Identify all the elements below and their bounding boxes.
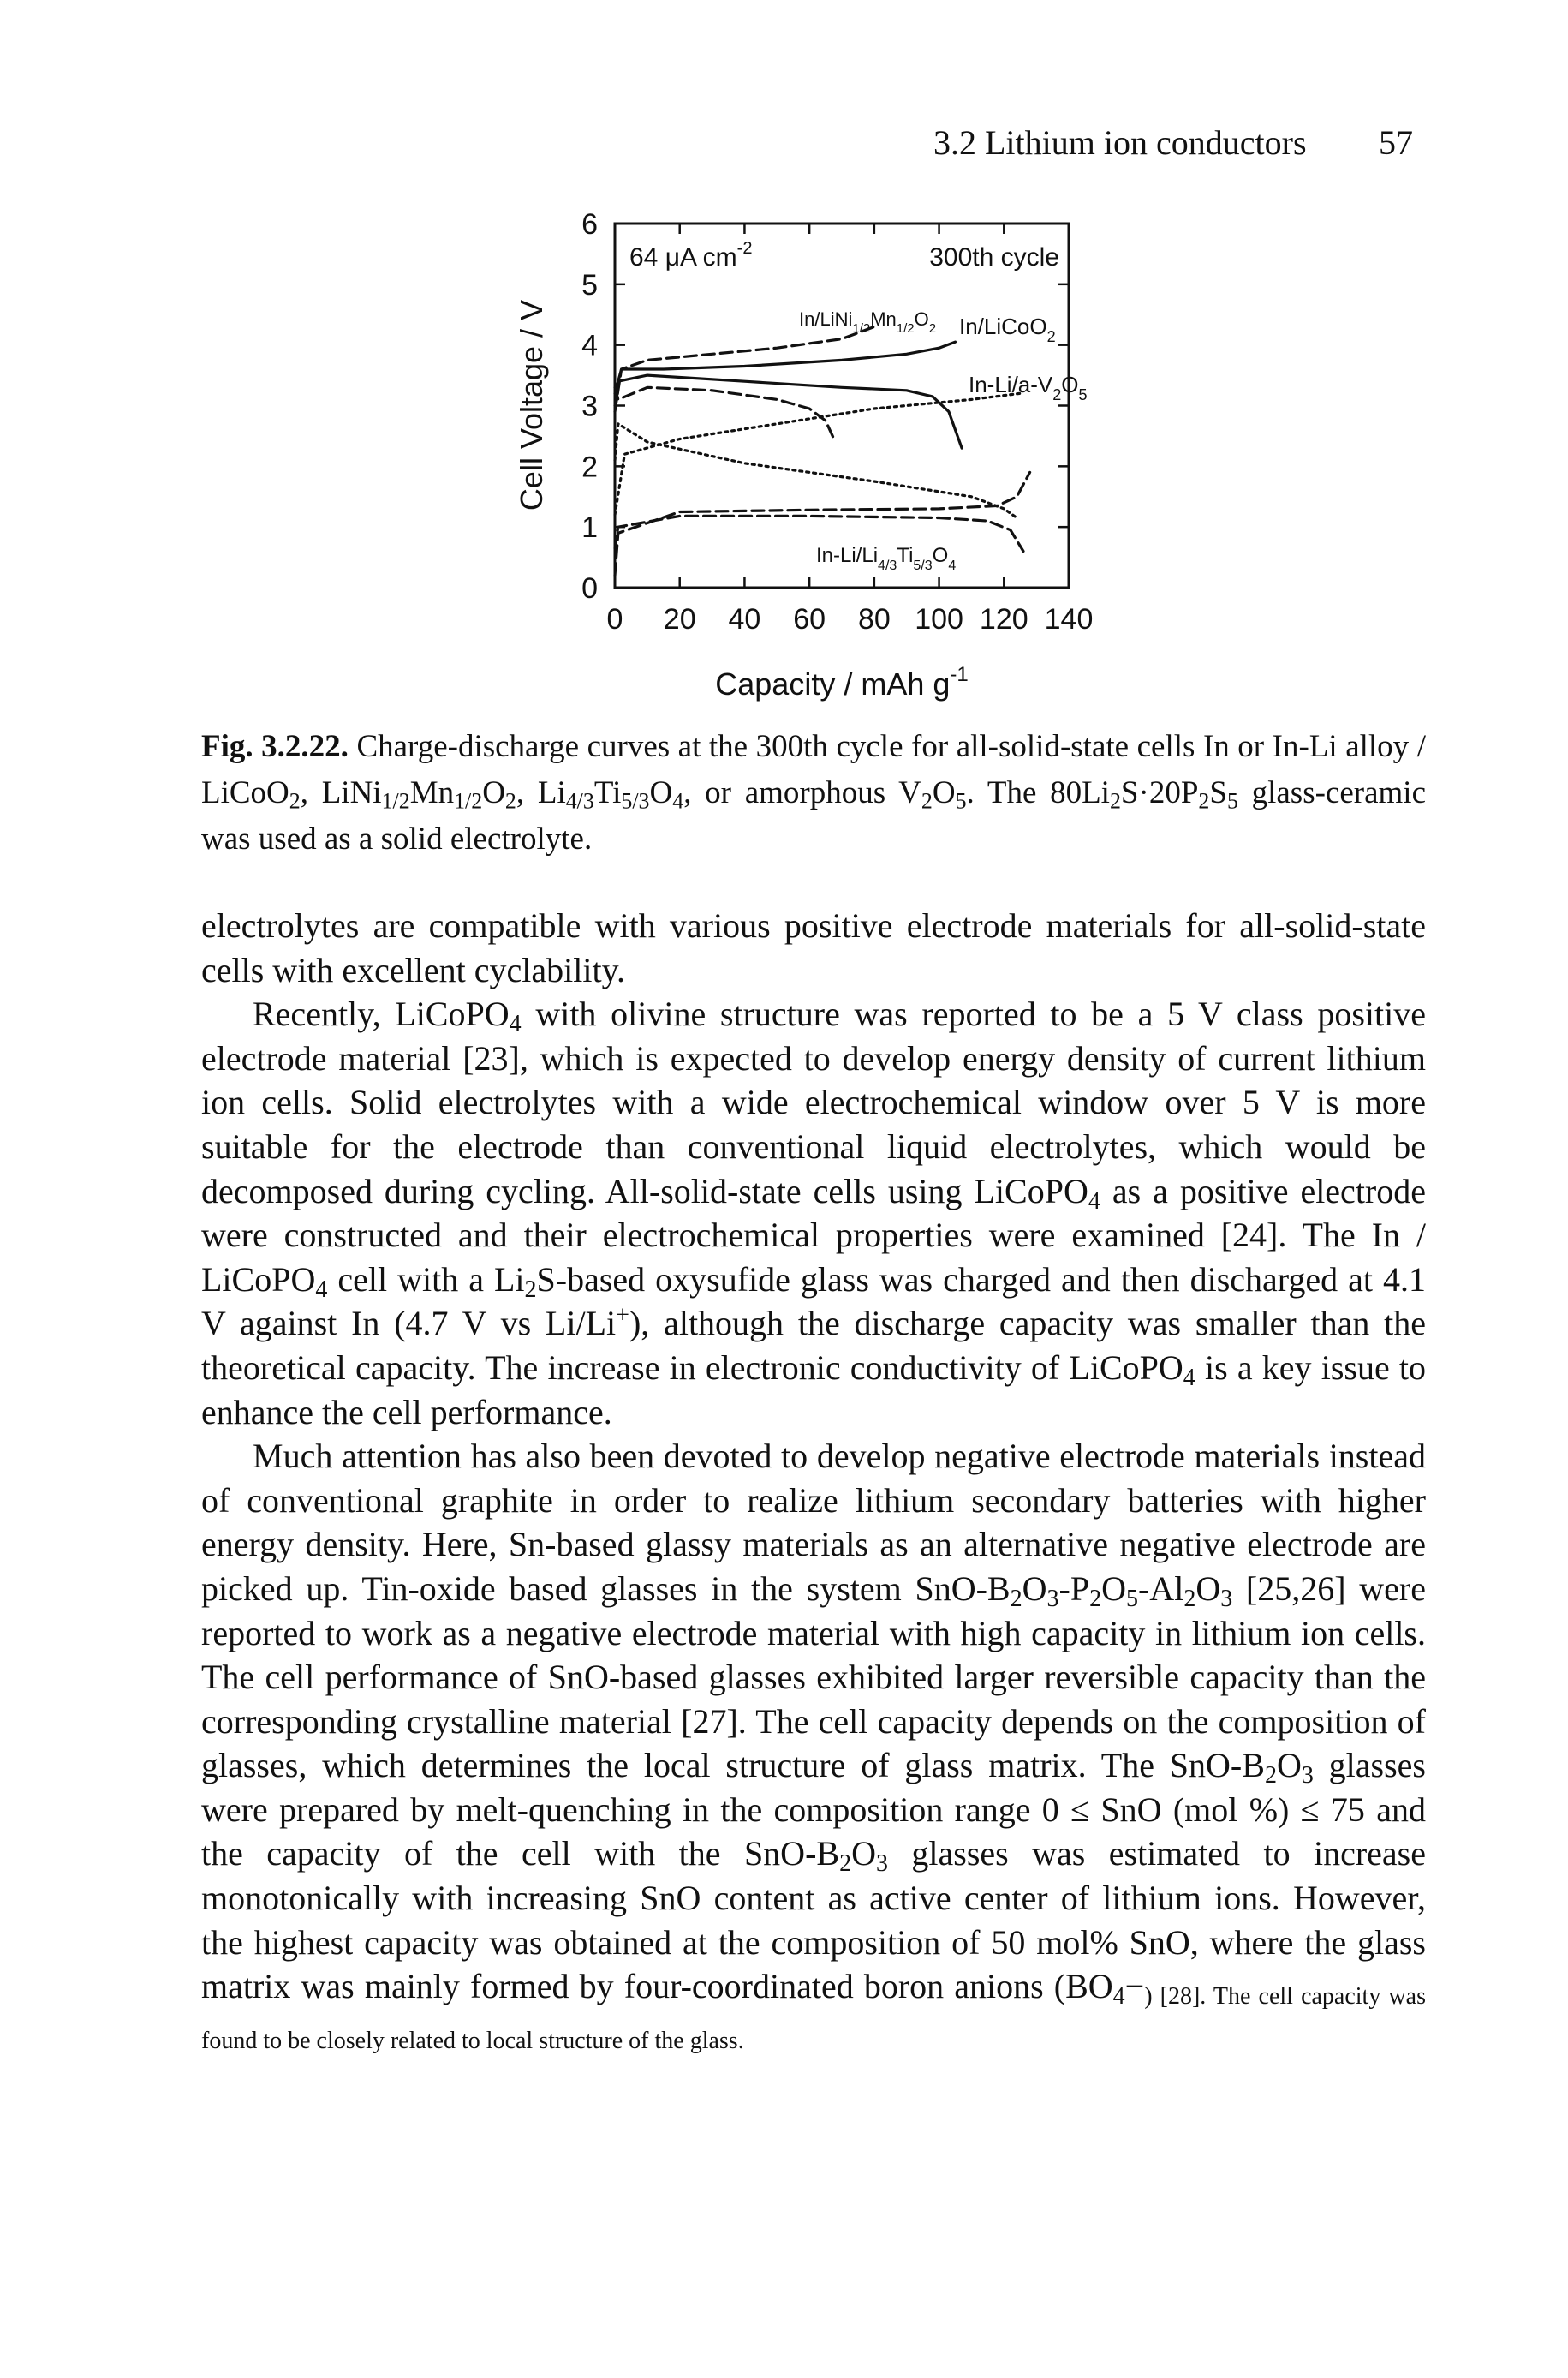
- x-tick-label: 60: [793, 603, 826, 636]
- p2-t9: +: [616, 1302, 629, 1329]
- caption-t2: , LiNi: [300, 775, 382, 810]
- p3-t2: O: [1022, 1568, 1047, 1608]
- caption-t21: 2: [1198, 788, 1210, 814]
- label-lto-3: 5/3: [913, 559, 933, 573]
- x-tick-label: 20: [663, 603, 696, 636]
- figure-charge-discharge: [501, 195, 1169, 726]
- annotation-cycle: 300th cycle: [929, 243, 1059, 272]
- caption-t3: 1/2: [381, 788, 410, 814]
- p3-t5: 2: [1089, 1585, 1102, 1612]
- p3-t7: 5: [1125, 1585, 1138, 1612]
- paragraph-2: [201, 992, 1426, 1434]
- p2-t0: Recently, LiCoPO: [253, 995, 510, 1034]
- x-tick-label: 120: [979, 603, 1028, 636]
- x-axis-label-sup: -1: [950, 663, 969, 686]
- label-linimn-0: In/LiNi: [799, 308, 853, 330]
- caption-t15: 2: [921, 788, 933, 814]
- p3-t3: 3: [1046, 1585, 1059, 1612]
- annotation-current-main: 64 μA cm: [629, 243, 737, 272]
- series-0-discharge-curve: [615, 387, 835, 442]
- p2-t10: ), although the discharge capacity was smaller than the theoretical capacity. The increase in electronic conductivity of LiCoPO: [201, 1304, 1427, 1387]
- caption-t23: 5: [1226, 788, 1238, 814]
- running-head: [933, 117, 1413, 168]
- y-axis-label: Cell Voltage / V: [514, 299, 549, 511]
- label-v2o5-2: O: [1061, 372, 1079, 397]
- x-tick-label: 140: [1044, 603, 1094, 636]
- x-tick-label: 0: [606, 603, 623, 636]
- label-licoo2-1: 2: [1046, 328, 1056, 345]
- p3-t10: O: [1195, 1568, 1221, 1608]
- y-tick-label: 3: [581, 390, 598, 423]
- series-2-charge-curve: [615, 393, 1020, 515]
- caption-t20: S·20P: [1120, 775, 1199, 810]
- p3-t15: 3: [1301, 1762, 1314, 1789]
- y-tick-label: 2: [581, 451, 598, 484]
- label-v2o5-0: In-Li/a-V: [969, 372, 1053, 397]
- series-1-discharge-curve: [615, 375, 962, 448]
- section-title: 3.2 Lithium ion conductors: [933, 122, 1307, 162]
- y-tick-label: 6: [581, 208, 598, 241]
- p3-t14: O: [1276, 1746, 1302, 1785]
- p3-t8: -Al: [1137, 1568, 1184, 1608]
- x-axis-label-main: Capacity / mAh g: [715, 666, 951, 702]
- p3-t12: [25,26] were reported to work as a negative electrode material with high capacity in lithium ion cells. The cell performance of SnO-based glasses exhibited larger reversible capacity than the corresponding crystalline material [27]. The cell capacity depends on the composition of glasses, which determines the local structure of glass matrix. The SnO-B: [201, 1568, 1426, 1785]
- x-tick-label: 80: [857, 603, 891, 636]
- p3-t0: Much attention has also been devoted to develop negative electrode materials instead of conventional graphite in order to realize lithium secondary batteries with higher energy density. Here, Sn-based glassy materials as an alternative negative electrode are picked up. Tin-oxide based glasses in the system SnO-B: [201, 1437, 1426, 1608]
- label-lto-2: Ti: [897, 544, 914, 567]
- curves: [615, 326, 1030, 575]
- axis-ticks: [581, 208, 1093, 636]
- p2-t7: 2: [524, 1276, 537, 1303]
- label-linimn-3: 1/2: [896, 321, 915, 336]
- p3-t16: glasses were prepared by melt-quenching in the composition range 0 ≤ SnO (mol %) ≤ 75 and the capacity of the cell with the SnO-B: [201, 1746, 1426, 1873]
- caption-t16: O: [932, 775, 956, 810]
- p3-t1: 2: [1010, 1585, 1022, 1612]
- caption-t0: Charge-discharge curves at the 300th cycle for all-solid-state cells In or In-Li alloy / LiCoO: [201, 729, 1426, 810]
- annotation-current-sup: -2: [736, 239, 753, 258]
- paragraph-3: [201, 1434, 1426, 2052]
- label-linimn-4: O: [914, 308, 929, 330]
- p3-t4: -P: [1058, 1568, 1090, 1608]
- caption-t6: O: [482, 775, 505, 810]
- p3-t21: 4: [1112, 1983, 1125, 2011]
- figure-caption: [201, 724, 1426, 863]
- p3-t22: −: [1124, 1967, 1145, 2006]
- label-licoo2: [959, 314, 1056, 345]
- p2-t5: 4: [315, 1276, 328, 1303]
- caption-t17: 5: [955, 788, 967, 814]
- label-linimn-2: Mn: [870, 308, 897, 330]
- label-linimn: [799, 308, 936, 336]
- caption-t4: Mn: [409, 775, 455, 810]
- x-tick-label: 40: [728, 603, 761, 636]
- caption-t12: O: [649, 775, 673, 810]
- p3-t18: O: [851, 1834, 876, 1873]
- caption-t10: Ti: [593, 775, 622, 810]
- p2-t8: S-based oxysufide glass was charged and then discharged at 4.1 V against In (4.7 V vs Li/Li: [201, 1259, 1426, 1343]
- p3-t9: 2: [1183, 1585, 1196, 1612]
- caption-t1: 2: [289, 788, 301, 814]
- caption-t8: , Li: [516, 775, 566, 810]
- y-tick-label: 5: [581, 268, 598, 302]
- caption-t13: 4: [672, 788, 684, 814]
- series-1-charge-curve: [615, 342, 956, 393]
- p2-t6: cell with a Li: [327, 1259, 525, 1299]
- y-tick-label: 0: [581, 572, 598, 605]
- p2-t4: as a positive electrode were constructed and their electrochemical properties were examined [24]. The In / LiCoPO: [201, 1171, 1426, 1299]
- label-lto-1: 4/3: [878, 559, 897, 573]
- p2-t2: with olivine structure was reported to be a 5 V class positive electrode material [23], which is expected to develop energy density of current lithium ion cells. Solid electrolytes with a wide electrochemical window over 5 V is more suitable for the electrode than conventional liquid electrolytes, which would be decomposed during cycling. All-solid-state cells using LiCoPO: [201, 995, 1426, 1210]
- caption-t5: 1/2: [454, 788, 483, 814]
- p2-t12: is a key issue to enhance the cell performance.: [201, 1347, 1426, 1431]
- annotation-current: [629, 239, 752, 272]
- x-tick-label: 100: [915, 603, 963, 636]
- caption-t9: 4/3: [565, 788, 594, 814]
- chart: [501, 195, 1169, 726]
- label-lto-4: O: [932, 544, 949, 567]
- p3-t20: glasses was estimated to increase monotonically with increasing SnO content as active center of lithium ions. However, the highest capacity was obtained at the composition of 50 mol% SnO, where the glass matrix was mainly formed by four-coordinated boron anions (BO: [201, 1834, 1426, 2006]
- p3-t23: ) [28]. The cell capacity was found to be closely related to local structure of the glass.: [201, 1983, 1426, 2054]
- label-licoo2-0: In/LiCoO: [959, 314, 1047, 339]
- series-2-discharge-curve: [615, 424, 1017, 518]
- p2-t3: 4: [1088, 1187, 1100, 1215]
- body-text: [201, 904, 1426, 2052]
- plot-frame: [615, 224, 1069, 588]
- label-lto-5: 4: [948, 559, 957, 573]
- p3-t11: 3: [1220, 1585, 1233, 1612]
- x-axis-label: [715, 663, 968, 702]
- p2-t11: 4: [1183, 1364, 1195, 1391]
- caption-t11: 5/3: [621, 788, 650, 814]
- p3-t19: 3: [875, 1850, 888, 1878]
- paragraph-1: electrolytes are compatible with various positive electrode materials for all-solid-state cells with excellent cyclability.: [201, 906, 1426, 989]
- caption-t14: , or amorphous V: [683, 775, 921, 810]
- p3-t13: 2: [1264, 1762, 1277, 1789]
- label-lto: [816, 544, 956, 573]
- caption-t18: . The 80Li: [966, 775, 1110, 810]
- label-v2o5-3: 5: [1078, 386, 1088, 403]
- label-linimn-1: 1/2: [852, 321, 871, 336]
- caption-t22: S: [1209, 775, 1227, 810]
- label-lto-0: In-Li/Li: [816, 544, 879, 567]
- p3-t6: O: [1101, 1568, 1126, 1608]
- page-number: 57: [1379, 122, 1413, 162]
- y-tick-label: 4: [581, 329, 598, 362]
- caption-t7: 2: [504, 788, 516, 814]
- label-v2o5-1: 2: [1052, 386, 1062, 403]
- caption-t19: 2: [1109, 788, 1121, 814]
- p3-t17: 2: [839, 1850, 852, 1878]
- caption-t24: glass-ceramic was used as a solid electrolyte.: [201, 775, 1426, 857]
- caption-label: Fig. 3.2.22.: [201, 729, 349, 764]
- label-linimn-5: 2: [928, 321, 937, 336]
- y-tick-label: 1: [581, 511, 598, 545]
- p2-t1: 4: [509, 1011, 522, 1038]
